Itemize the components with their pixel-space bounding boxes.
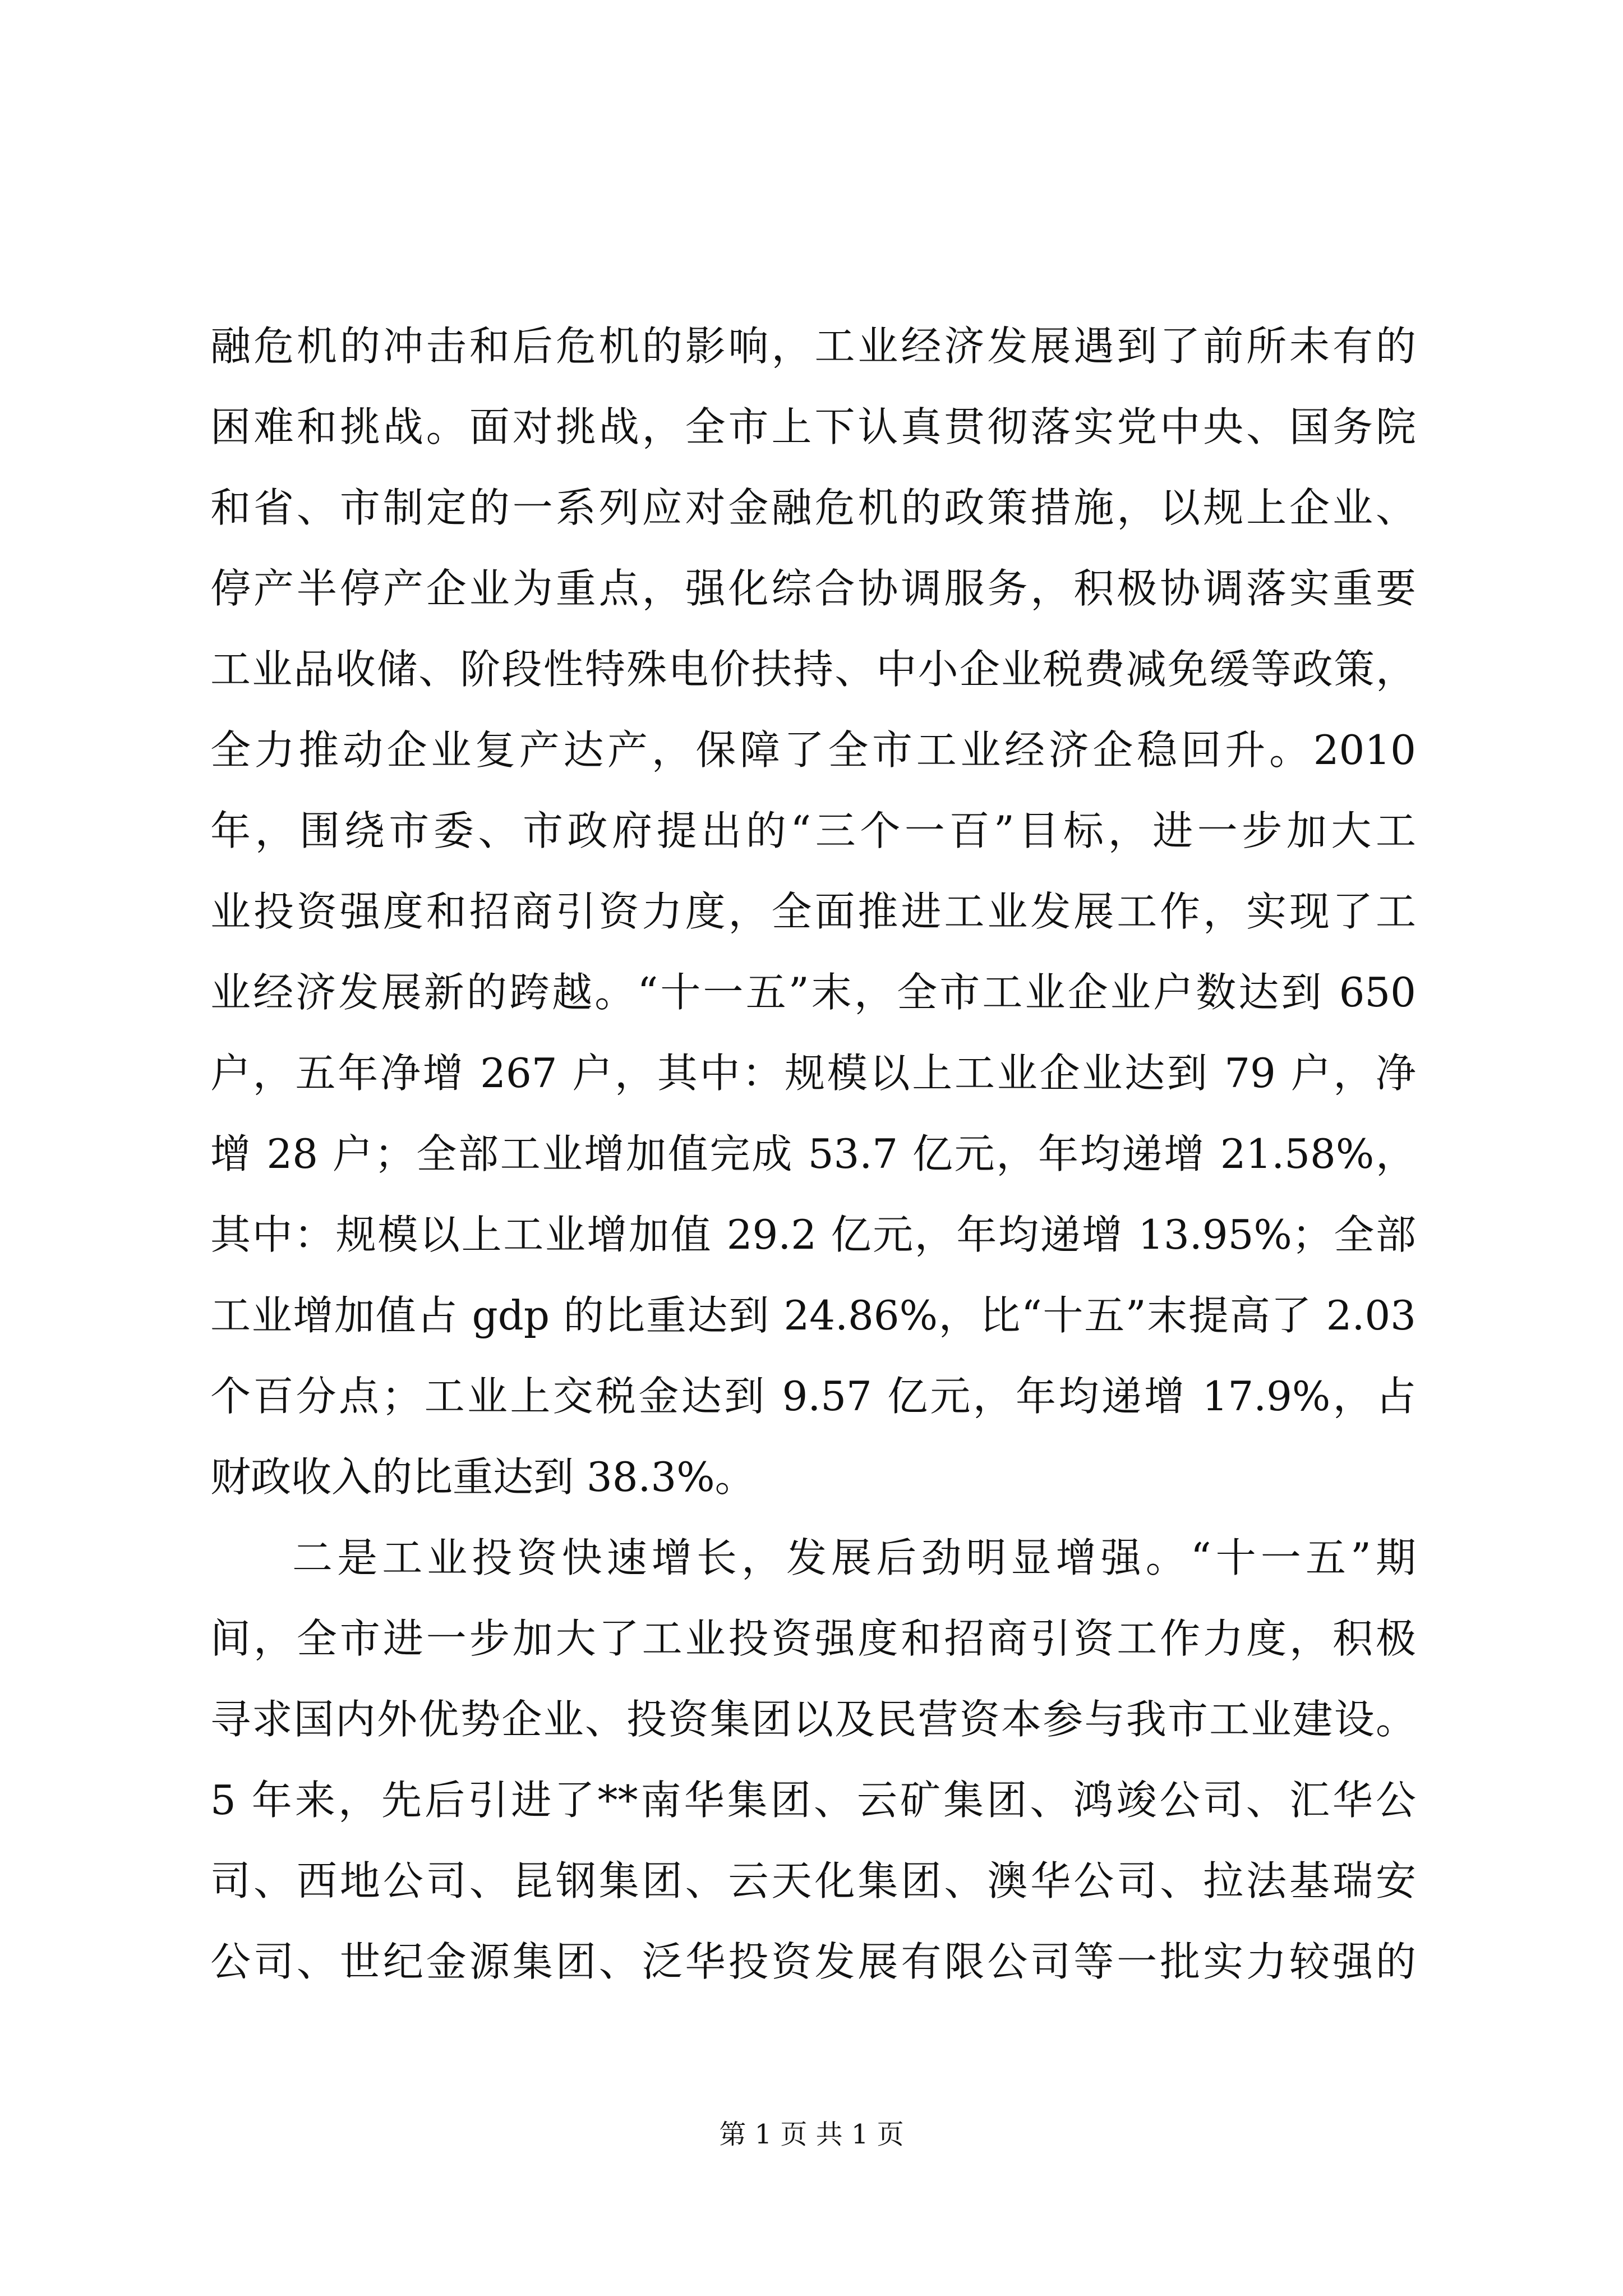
text-line: 业投资强度和招商引资力度，全面推进工业发展工作，实现了工 [210,888,1416,935]
text-line: 全力推动企业复产达产，保障了全市工业经济企稳回升。2010 [210,726,1416,774]
text-line: 户，五年净增 267 户，其中：规模以上工业企业达到 79 户，净 [210,1050,1416,1097]
page-footer [0,2118,1623,2151]
text-line: 业经济发展新的跨越。“十一五”末，全市工业企业户数达到 650 [210,969,1416,1016]
text-line: 增 28 户；全部工业增加值完成 53.7 亿元，年均递增 21.58%， [210,1130,1416,1177]
text-line: 工业增加值占 gdp 的比重达到 24.86%，比“十五”末提高了 2.03 [210,1292,1416,1339]
text-line: 5 年来，先后引进了**南华集团、云矿集团、鸿竣公司、汇华公 [210,1777,1416,1824]
paragraph-2 [210,1517,1416,2002]
text-line: 工业品收储、阶段性特殊电价扶持、中小企业税费减免缓等政策， [210,646,1416,693]
text-line: 停产半停产企业为重点，强化综合协调服务，积极协调落实重要 [210,565,1416,612]
text-line: 其中：规模以上工业增加值 29.2 亿元，年均递增 13.95%；全部 [210,1211,1416,1258]
text-line: 财政收入的比重达到 38.3%。 [210,1453,755,1501]
document-body [210,306,1416,2002]
text-line: 和省、市制定的一系列应对金融危机的政策措施，以规上企业、 [210,484,1416,531]
text-line: 年，围绕市委、市政府提出的“三个一百”目标，进一步加大工 [210,807,1416,854]
text-line: 困难和挑战。面对挑战，全市上下认真贯彻落实党中央、国务院 [210,403,1416,450]
text-line: 公司、世纪金源集团、泛华投资发展有限公司等一批实力较强的 [210,1938,1416,1985]
text-line: 寻求国内外优势企业、投资集团以及民营资本参与我市工业建设。 [210,1696,1416,1743]
text-line: 个百分点；工业上交税金达到 9.57 亿元，年均递增 17.9%，占 [210,1373,1416,1420]
text-line: 司、西地公司、昆钢集团、云天化集团、澳华公司、拉法基瑞安 [210,1857,1416,1904]
page-number: 第 1 页 共 1 页 [719,2119,904,2150]
text-line: 二是工业投资快速增长，发展后劲明显增强。“十一五”期 [292,1534,1416,1581]
text-line: 融危机的冲击和后危机的影响，工业经济发展遇到了前所未有的 [210,323,1416,370]
text-line: 间，全市进一步加大了工业投资强度和招商引资工作力度，积极 [210,1615,1416,1662]
paragraph-1 [210,306,1416,1517]
